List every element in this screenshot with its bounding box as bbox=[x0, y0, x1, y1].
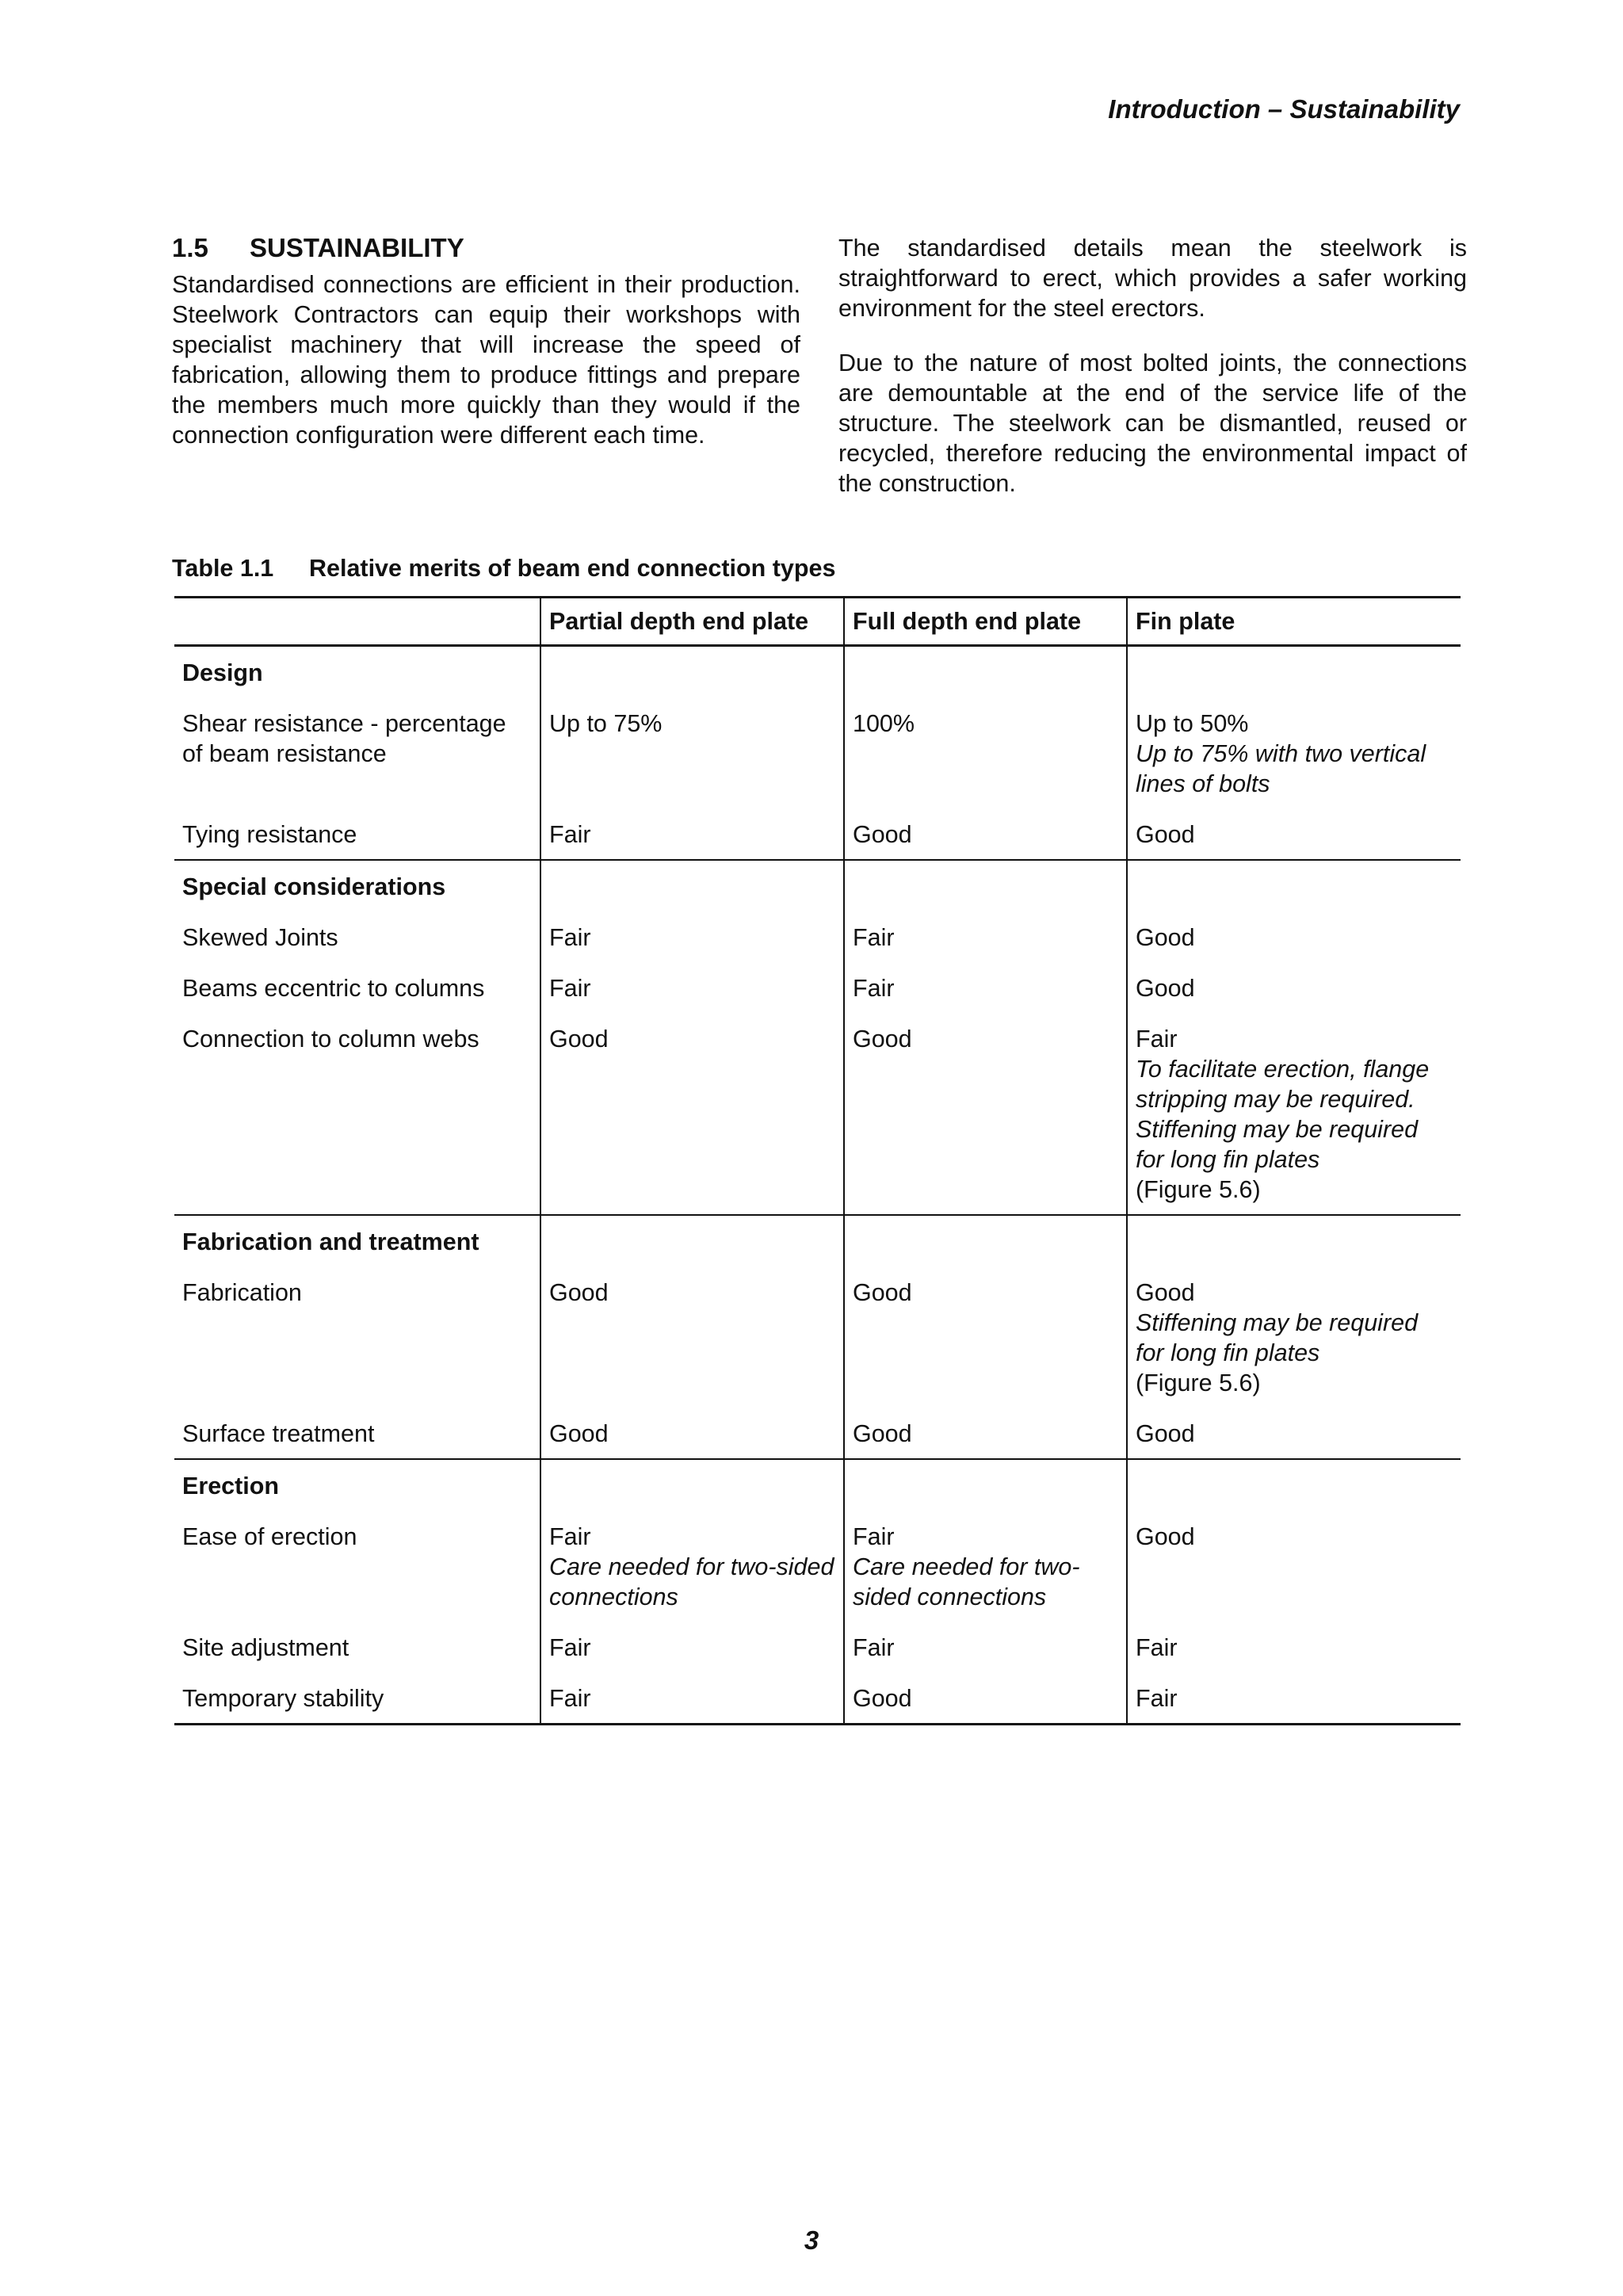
cell-partial-depth bbox=[540, 1663, 844, 1725]
cell-value: Fair bbox=[853, 924, 895, 951]
row-label: Tying resistance bbox=[182, 821, 357, 848]
cell-partial-depth bbox=[540, 1398, 844, 1459]
paragraph-1: Standardised connections are efficient in their production. Steelwork Contractors can equip their workshops with specialist machinery that will increase the speed of fabrication, allowing them to produce fittings and prepare the members much more quickly than they would if the connection configuration were different each time. bbox=[172, 271, 800, 449]
group-heading: Fabrication and treatment bbox=[182, 1228, 479, 1255]
table-row bbox=[174, 1257, 1461, 1398]
running-header: Introduction – Sustainability bbox=[1108, 94, 1460, 124]
cell-fin-plate bbox=[1127, 902, 1461, 953]
cell-fin-plate bbox=[1127, 953, 1461, 1003]
cell-value: Good bbox=[853, 1026, 912, 1052]
group-heading-row bbox=[174, 1215, 1461, 1257]
cell-value: Fair bbox=[549, 924, 591, 951]
header-fin-plate: Fin plate bbox=[1127, 598, 1461, 646]
group-heading-empty-cell bbox=[844, 1459, 1127, 1501]
cell-value: Good bbox=[1136, 1279, 1195, 1306]
cell-partial-depth bbox=[540, 799, 844, 860]
cell-full-depth bbox=[844, 1003, 1127, 1215]
cell-reference: (Figure 5.6) bbox=[1136, 1370, 1261, 1396]
cell-value: Fair bbox=[853, 975, 895, 1002]
table-row bbox=[174, 902, 1461, 953]
cell-value: Up to 75% bbox=[549, 710, 663, 737]
table-row bbox=[174, 1612, 1461, 1663]
cell-value: Fair bbox=[853, 1634, 895, 1661]
cell-partial-depth bbox=[540, 902, 844, 953]
cell-value: Good bbox=[549, 1026, 609, 1052]
table-caption-number: Table 1.1 bbox=[172, 555, 274, 582]
group-heading-row bbox=[174, 1459, 1461, 1501]
cell-fin-plate bbox=[1127, 1257, 1461, 1398]
cell-partial-depth bbox=[540, 1501, 844, 1612]
cell-fin-plate bbox=[1127, 1003, 1461, 1215]
cell-value: Good bbox=[853, 1685, 912, 1712]
header-partial-depth: Partial depth end plate bbox=[540, 598, 844, 646]
group-heading-empty-cell bbox=[844, 860, 1127, 902]
cell-value: Fair bbox=[1136, 1026, 1178, 1052]
group-heading-empty-cell bbox=[1127, 646, 1461, 689]
section-heading bbox=[172, 233, 800, 263]
section-title: SUSTAINABILITY bbox=[250, 233, 464, 262]
row-label: Temporary stability bbox=[182, 1685, 384, 1712]
merits-table bbox=[174, 596, 1461, 1725]
table-header-row bbox=[174, 598, 1461, 646]
cell-fin-plate bbox=[1127, 1663, 1461, 1725]
cell-note: Care needed for two-sided connections bbox=[549, 1553, 834, 1610]
cell-fin-plate bbox=[1127, 1612, 1461, 1663]
cell-value: Good bbox=[853, 821, 912, 848]
table-group bbox=[174, 860, 1461, 1215]
cell-value: 100% bbox=[853, 710, 915, 737]
row-label: Site adjustment bbox=[182, 1634, 349, 1661]
cell-value: Good bbox=[549, 1420, 609, 1447]
cell-note: Stiffening may be required for long fin plates bbox=[1136, 1309, 1419, 1366]
cell-note: To facilitate erection, flange stripping may be required. Stiffening may be required for long fin plates bbox=[1136, 1056, 1430, 1173]
row-label: Connection to column webs bbox=[182, 1026, 479, 1052]
group-heading-empty-cell bbox=[844, 1215, 1127, 1257]
group-heading-empty-cell bbox=[844, 646, 1127, 689]
cell-value: Good bbox=[1136, 821, 1195, 848]
row-label: Ease of erection bbox=[182, 1523, 357, 1550]
cell-reference: (Figure 5.6) bbox=[1136, 1176, 1261, 1203]
cell-full-depth bbox=[844, 688, 1127, 799]
row-label: Shear resistance - percentage of beam resistance bbox=[182, 710, 506, 767]
row-label: Fabrication bbox=[182, 1279, 302, 1306]
table-row bbox=[174, 799, 1461, 860]
cell-note: Care needed for two-sided connections bbox=[853, 1553, 1080, 1610]
cell-full-depth bbox=[844, 1398, 1127, 1459]
group-heading-row bbox=[174, 860, 1461, 902]
cell-fin-plate bbox=[1127, 1398, 1461, 1459]
table-group bbox=[174, 1459, 1461, 1725]
table-row bbox=[174, 1398, 1461, 1459]
group-heading-empty-cell bbox=[540, 1215, 844, 1257]
group-heading: Erection bbox=[182, 1473, 280, 1499]
cell-value: Fair bbox=[549, 1685, 591, 1712]
cell-value: Good bbox=[853, 1420, 912, 1447]
group-heading-empty-cell bbox=[1127, 1459, 1461, 1501]
cell-value: Fair bbox=[549, 821, 591, 848]
cell-value: Fair bbox=[853, 1523, 895, 1550]
group-heading-empty-cell bbox=[1127, 860, 1461, 902]
cell-fin-plate bbox=[1127, 799, 1461, 860]
table-row bbox=[174, 1003, 1461, 1215]
cell-value: Fair bbox=[549, 975, 591, 1002]
table-caption bbox=[172, 555, 835, 583]
cell-fin-plate bbox=[1127, 688, 1461, 799]
cell-value: Up to 50% bbox=[1136, 710, 1249, 737]
cell-full-depth bbox=[844, 1501, 1127, 1612]
header-empty bbox=[174, 598, 540, 646]
right-column bbox=[838, 233, 1467, 523]
cell-value: Fair bbox=[1136, 1634, 1178, 1661]
left-column bbox=[172, 233, 800, 475]
cell-value: Good bbox=[1136, 1420, 1195, 1447]
cell-partial-depth bbox=[540, 1612, 844, 1663]
cell-fin-plate bbox=[1127, 1501, 1461, 1612]
section-number: 1.5 bbox=[172, 233, 208, 262]
cell-partial-depth bbox=[540, 1003, 844, 1215]
group-heading-empty-cell bbox=[540, 860, 844, 902]
header-full-depth: Full depth end plate bbox=[844, 598, 1127, 646]
cell-value: Fair bbox=[1136, 1685, 1178, 1712]
table-row bbox=[174, 1663, 1461, 1725]
cell-full-depth bbox=[844, 1257, 1127, 1398]
cell-value: Fair bbox=[549, 1523, 591, 1550]
group-heading: Design bbox=[182, 659, 263, 686]
table-caption-text: Relative merits of beam end connection types bbox=[309, 555, 836, 582]
group-heading: Special considerations bbox=[182, 873, 446, 900]
cell-partial-depth bbox=[540, 953, 844, 1003]
group-heading-empty-cell bbox=[540, 1459, 844, 1501]
cell-note: Up to 75% with two vertical lines of bolts bbox=[1136, 740, 1426, 797]
table-row bbox=[174, 953, 1461, 1003]
cell-value: Good bbox=[1136, 1523, 1195, 1550]
cell-full-depth bbox=[844, 1612, 1127, 1663]
cell-value: Good bbox=[1136, 975, 1195, 1002]
cell-full-depth bbox=[844, 953, 1127, 1003]
table-row bbox=[174, 1501, 1461, 1612]
cell-full-depth bbox=[844, 799, 1127, 860]
table-group bbox=[174, 1215, 1461, 1459]
row-label: Skewed Joints bbox=[182, 924, 338, 951]
row-label: Beams eccentric to columns bbox=[182, 975, 485, 1002]
group-heading-empty-cell bbox=[1127, 1215, 1461, 1257]
paragraph-3: Due to the nature of most bolted joints, the connections are demountable at the end of the service life of the structure. The steelwork can be dismantled, reused or recycled, therefore reducing the environmental impact of the construction. bbox=[838, 350, 1467, 497]
cell-value: Fair bbox=[549, 1634, 591, 1661]
table-group bbox=[174, 646, 1461, 861]
cell-value: Good bbox=[549, 1279, 609, 1306]
group-heading-empty-cell bbox=[540, 646, 844, 689]
cell-value: Good bbox=[853, 1279, 912, 1306]
group-heading-row bbox=[174, 646, 1461, 689]
table-row bbox=[174, 688, 1461, 799]
cell-value: Good bbox=[1136, 924, 1195, 951]
page-number: 3 bbox=[804, 2225, 819, 2255]
cell-partial-depth bbox=[540, 1257, 844, 1398]
cell-full-depth bbox=[844, 1663, 1127, 1725]
cell-full-depth bbox=[844, 902, 1127, 953]
row-label: Surface treatment bbox=[182, 1420, 375, 1447]
cell-partial-depth bbox=[540, 688, 844, 799]
paragraph-2: The standardised details mean the steelwork is straightforward to erect, which provides a safer working environment for the steel erectors. bbox=[838, 235, 1467, 322]
